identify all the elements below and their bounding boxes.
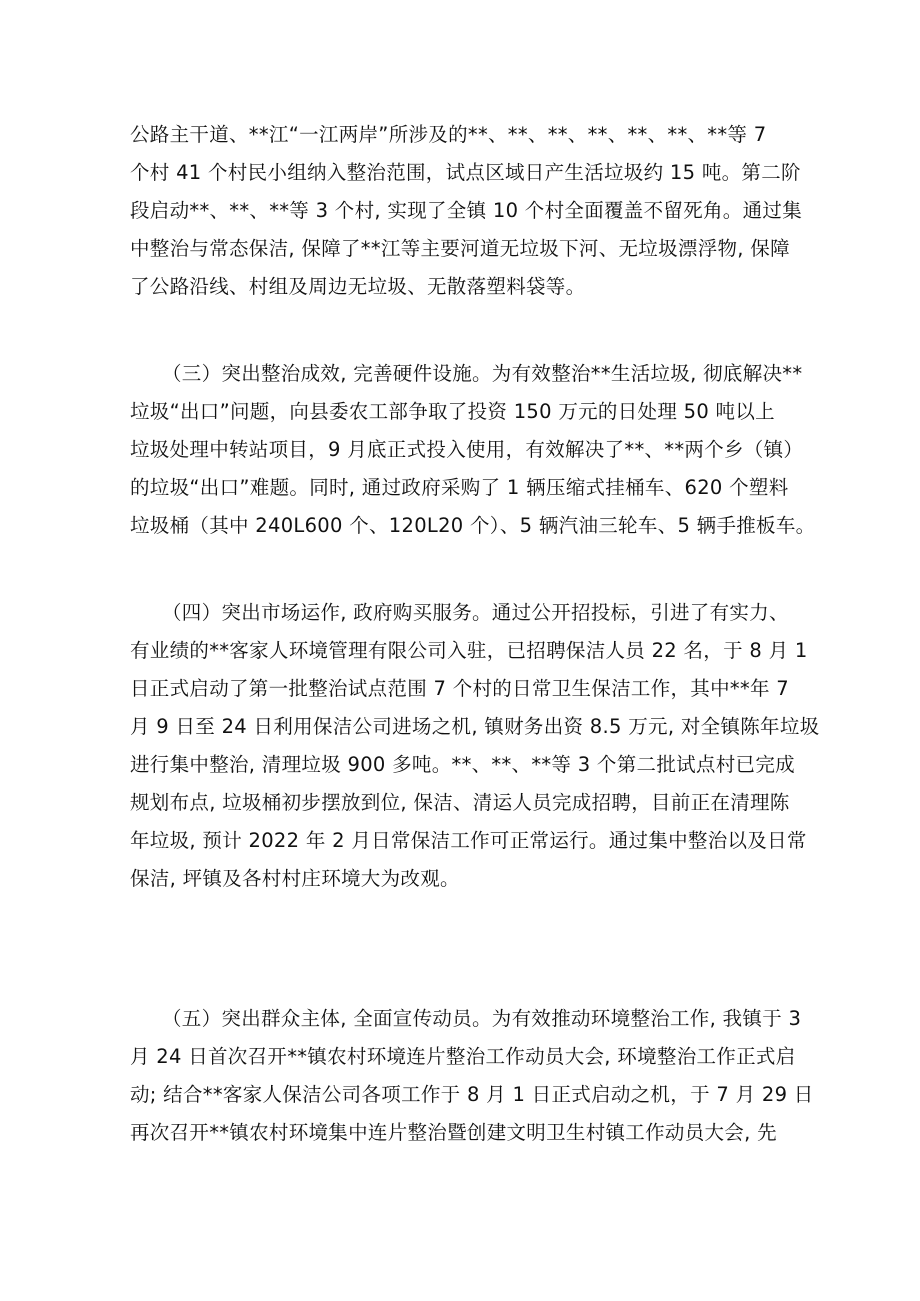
- text-line: 月 9 日至 24 日利用保洁公司进场之机, 镇财务出资 8.5 万元, 对全镇陈年垃圾: [130, 715, 820, 738]
- text-line: 中整治与常态保洁, 保障了**江等主要河道无垃圾下河、无垃圾漂浮物, 保障: [130, 237, 790, 260]
- text-line: 动; 结合**客家人保洁公司各项工作于 8 月 1 日正式启动之机，于 7 月 29 日: [130, 1083, 814, 1106]
- text-line: 规划布点, 垃圾桶初步摆放到位, 保洁、清运人员完成招聘，目前正在清理陈: [130, 791, 790, 814]
- text-line: 再次召开**镇农村环境集中连片整治暨创建文明卫生村镇工作动员大会, 先: [130, 1121, 777, 1144]
- text-line: 垃圾桶（其中 240L600 个、120L20 个）、5 辆汽油三轮车、5 辆手推板车。: [130, 514, 816, 537]
- text-line: 日正式启动了第一批整治试点范围 7 个村的日常卫生保洁工作，其中**年 7: [130, 677, 790, 700]
- text-line: 月 24 日首次召开**镇农村环境连片整治工作动员大会, 环境整治工作正式启: [130, 1045, 796, 1068]
- text-line: 垃圾处理中转站项目，9 月底正式投入使用，有效解决了**、**两个乡（镇）: [130, 438, 804, 461]
- text-line: 段启动**、**、**等 3 个村, 实现了全镇 10 个村全面覆盖不留死角。通过集: [130, 199, 803, 222]
- text-line: 了公路沿线、村组及周边无垃圾、无散落塑料袋等。: [130, 275, 586, 298]
- text-line: 保洁, 坪镇及各村村庄环境大为改观。: [130, 867, 460, 890]
- text-line: 的垃圾“出口”难题。同时, 通过政府采购了 1 辆压缩式挂桶车、620 个塑料: [130, 476, 789, 499]
- text-line: （五）突出群众主体, 全面宣传动员。为有效推动环境整治工作, 我镇于 3: [162, 1007, 802, 1030]
- text-line: 进行集中整治, 清理垃圾 900 多吨。**、**、**等 3 个第二批试点村已完成: [130, 753, 795, 776]
- text-line: 垃圾“出口”问题，向县委农工部争取了投资 150 万元的日处理 50 吨以上: [130, 400, 775, 423]
- paragraph-section-4-market: [130, 594, 820, 898]
- paragraph-section-5-mobilization: [130, 1000, 814, 1152]
- paragraph-section-3-hardware: [130, 355, 816, 545]
- text-line: 个村 41 个村民小组纳入整治范围，试点区域日产生活垃圾约 15 吨。第二阶: [130, 161, 801, 184]
- text-line: 年垃圾, 预计 2022 年 2 月日常保洁工作可正常运行。通过集中整治以及日常: [130, 829, 807, 852]
- text-line: （三）突出整治成效, 完善硬件设施。为有效整治**生活垃圾, 彻底解决**: [162, 362, 803, 385]
- text-line: 有业绩的**客家人环境管理有限公司入驻，已招聘保洁人员 22 名，于 8 月 1: [130, 639, 808, 662]
- text-line: （四）突出市场运作, 政府购买服务。通过公开招投标，引进了有实力、: [162, 601, 789, 624]
- text-line: 公路主干道、**江“一江两岸”所涉及的**、**、**、**、**、**、**等 7: [130, 123, 767, 146]
- paragraph-village-coverage: [130, 116, 810, 306]
